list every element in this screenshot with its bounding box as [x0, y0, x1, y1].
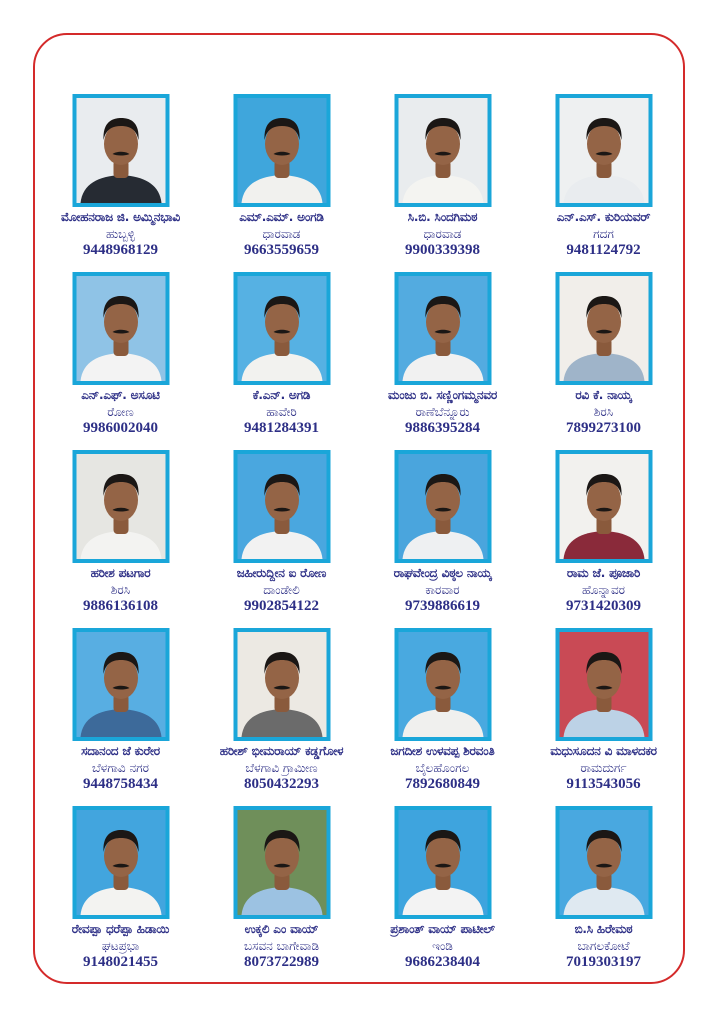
member-card-19 — [362, 806, 523, 984]
person-silhouette-icon — [398, 454, 487, 559]
member-name: ಮಂಜು ಬಿ. ಸಣ್ಣಿಂಗಮ್ಮನವರ — [387, 388, 498, 402]
member-card-4 — [523, 94, 684, 272]
member-photo — [72, 628, 169, 741]
member-phone: 9886395284 — [405, 420, 480, 436]
member-phone: 9886136108 — [83, 598, 158, 614]
member-photo — [233, 272, 330, 385]
member-phone: 9986002040 — [83, 420, 158, 436]
member-card-12 — [523, 450, 684, 628]
person-silhouette-icon — [76, 632, 165, 737]
member-name: ಹರೀಶ್ ಭೀಮರಾಯ್ ಕಡ್ಡಗೋಳ — [219, 744, 344, 758]
person-silhouette-icon — [237, 454, 326, 559]
member-photo — [394, 272, 491, 385]
member-place: ಧಾರವಾಡ — [262, 227, 301, 241]
member-photo — [233, 806, 330, 919]
member-name: ರಾಮ ಜೆ. ಪೂಜಾರಿ — [566, 566, 641, 580]
member-phone: 9686238404 — [405, 954, 480, 970]
person-silhouette-icon — [237, 98, 326, 203]
member-place: ಗದಗ — [593, 227, 614, 241]
member-place: ಬಾಗಲಕೋಟೆ — [577, 939, 630, 953]
member-card-5 — [40, 272, 201, 450]
member-name: ಹರೀಶ ಪಟಗಾರ — [90, 566, 151, 580]
member-name: ಸದಾನಂದ ಜೆ ಕುರೇರ — [81, 744, 160, 758]
person-silhouette-icon — [398, 810, 487, 915]
member-name: ಜಹೀರುದ್ದೀನ ಐ ರೋಣ — [236, 566, 327, 580]
member-name: ಪ್ರಶಾಂತ್ ವಾಯ್ ಪಾಟೀಲ್ — [390, 922, 495, 936]
member-phone: 9448968129 — [83, 242, 158, 258]
member-place: ಇಂಡಿ — [432, 939, 453, 953]
person-silhouette-icon — [398, 276, 487, 381]
member-phone: 9902854122 — [244, 598, 319, 614]
member-card-9 — [40, 450, 201, 628]
member-name: ಎನ್.ಎಫ್. ಅಸೂಟಿ — [81, 388, 160, 402]
member-phone: 8073722989 — [244, 954, 319, 970]
member-photo — [555, 94, 652, 207]
member-phone: 9481124792 — [566, 242, 641, 258]
member-phone: 9113543056 — [566, 776, 641, 792]
member-name: ಸಿ.ಬಿ. ಸಿಂದಗಿಮಠ — [407, 210, 478, 224]
member-place: ಶಿರಸಿ — [110, 583, 131, 597]
members-grid — [40, 94, 684, 984]
member-place: ಬೆಳಗಾವಿ ಗ್ರಾಮೀಣ — [245, 761, 318, 775]
member-photo — [555, 450, 652, 563]
member-place: ಬೆಳಗಾವಿ ನಗರ — [92, 761, 149, 775]
member-phone: 9148021455 — [83, 954, 158, 970]
member-card-20 — [523, 806, 684, 984]
member-place: ಧಾರವಾಡ — [423, 227, 462, 241]
member-phone: 9739886619 — [405, 598, 480, 614]
member-card-1 — [40, 94, 201, 272]
person-silhouette-icon — [559, 276, 648, 381]
member-name: ಬಿ.ಸಿ ಹಿರೇಮಠ — [574, 922, 633, 936]
person-silhouette-icon — [237, 632, 326, 737]
person-silhouette-icon — [398, 98, 487, 203]
person-silhouette-icon — [559, 810, 648, 915]
member-name: ಮೋಹನರಾಜ ಜಿ. ಅಮ್ಮಿನಭಾವಿ — [61, 210, 180, 224]
member-photo — [72, 450, 169, 563]
member-photo — [394, 450, 491, 563]
member-photo — [394, 806, 491, 919]
member-name: ರವಿ ಕೆ. ನಾಯ್ಕ — [575, 388, 632, 402]
member-phone: 9481284391 — [244, 420, 319, 436]
member-place: ಶಿರಸಿ — [593, 405, 614, 419]
member-photo — [233, 94, 330, 207]
person-silhouette-icon — [559, 632, 648, 737]
member-name: ರಾಘವೇಂದ್ರ ವಿಠ್ಠಲ ನಾಯ್ಕ — [393, 566, 492, 580]
member-place: ಬೈಲಹೊಂಗಲ — [415, 761, 470, 775]
person-silhouette-icon — [237, 276, 326, 381]
member-phone: 7019303197 — [566, 954, 641, 970]
member-card-18 — [201, 806, 362, 984]
member-phone: 7892680849 — [405, 776, 480, 792]
member-photo — [72, 94, 169, 207]
member-card-3 — [362, 94, 523, 272]
member-card-14 — [201, 628, 362, 806]
person-silhouette-icon — [76, 454, 165, 559]
member-place: ಕಾರವಾರ — [425, 583, 460, 597]
member-phone: 7899273100 — [566, 420, 641, 436]
member-place: ಹಾವೇರಿ — [266, 405, 297, 419]
member-name: ಎನ್.ಎಸ್. ಕುರಿಯವರ್ — [556, 210, 651, 224]
member-photo — [72, 806, 169, 919]
member-photo — [555, 628, 652, 741]
member-photo — [394, 94, 491, 207]
member-name: ಕೆ.ಎನ್. ಅಗಡಿ — [252, 388, 311, 402]
person-silhouette-icon — [76, 98, 165, 203]
member-place: ಘಟಪ್ರಭಾ — [101, 939, 140, 953]
member-place: ರಾಣೆಬೆನ್ನೂರು — [415, 405, 470, 419]
member-photo — [555, 272, 652, 385]
member-phone: 8050432293 — [244, 776, 319, 792]
member-place: ರೋಣ — [107, 405, 134, 419]
member-place: ಬಸವನ ಬಾಗೇವಾಡಿ — [243, 939, 320, 953]
member-photo — [233, 628, 330, 741]
member-phone: 9663559659 — [244, 242, 319, 258]
member-photo — [72, 272, 169, 385]
member-name: ಜಗದೀಶ ಉಳವಪ್ಪ ಶಿರವಂತಿ — [390, 744, 495, 758]
member-phone: 9731420309 — [566, 598, 641, 614]
member-card-15 — [362, 628, 523, 806]
member-name: ರೇವಪ್ಪಾ ಧರೆಪ್ಪಾ ಹಿಡಾಯಿ — [71, 922, 170, 936]
member-card-2 — [201, 94, 362, 272]
person-silhouette-icon — [559, 454, 648, 559]
member-photo — [394, 628, 491, 741]
person-silhouette-icon — [76, 810, 165, 915]
member-place: ಹೊನ್ನಾವರ — [581, 583, 626, 597]
person-silhouette-icon — [398, 632, 487, 737]
person-silhouette-icon — [559, 98, 648, 203]
member-phone: 9900339398 — [405, 242, 480, 258]
member-phone: 9448758434 — [83, 776, 158, 792]
member-card-16 — [523, 628, 684, 806]
member-place: ದಾಂಡೇಲಿ — [263, 583, 300, 597]
member-card-10 — [201, 450, 362, 628]
member-card-6 — [201, 272, 362, 450]
member-place: ರಾಮದುರ್ಗ — [580, 761, 627, 775]
member-photo — [555, 806, 652, 919]
member-card-8 — [523, 272, 684, 450]
member-name: ಉಕ್ಕಲಿ ಎಂ ವಾಯ್ — [244, 922, 319, 936]
person-silhouette-icon — [76, 276, 165, 381]
member-card-13 — [40, 628, 201, 806]
member-name: ಮಧುಸೂದನ ವಿ ಮಾಳದಕರ — [550, 744, 657, 758]
member-photo — [233, 450, 330, 563]
member-place: ಹುಬ್ಬಳ್ಳಿ — [106, 227, 135, 241]
member-card-17 — [40, 806, 201, 984]
person-silhouette-icon — [237, 810, 326, 915]
member-card-11 — [362, 450, 523, 628]
member-name: ಎಮ್.ಎಮ್. ಅಂಗಡಿ — [239, 210, 324, 224]
member-card-7 — [362, 272, 523, 450]
